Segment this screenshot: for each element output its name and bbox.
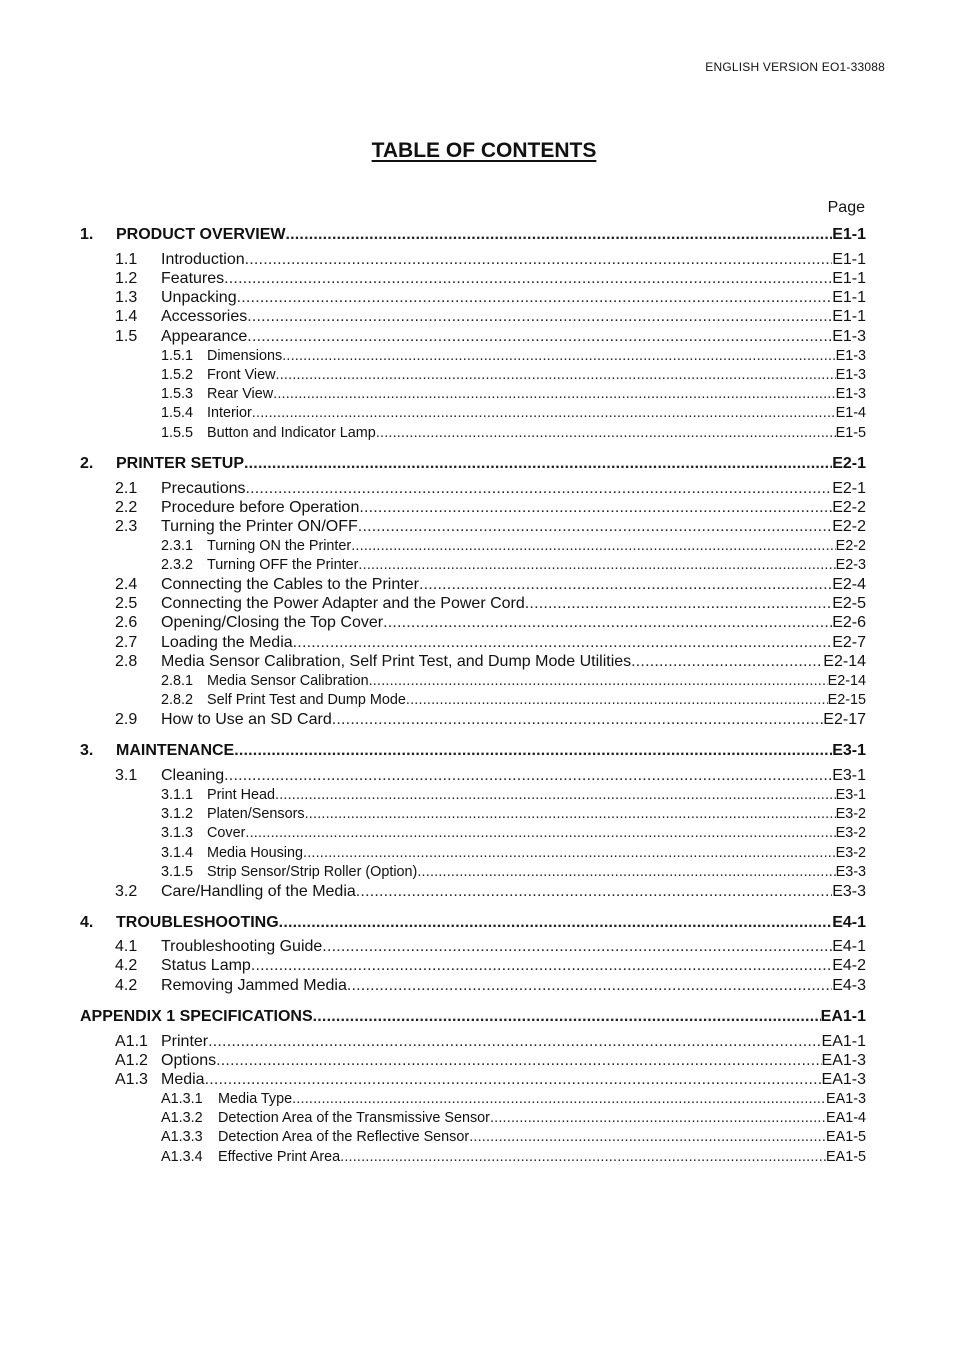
toc-entry-title: Self Print Test and Dump Mode bbox=[207, 692, 406, 708]
toc-entry-number: 1.4 bbox=[115, 308, 138, 325]
dot-leader bbox=[252, 405, 836, 421]
toc-entry-number: A1.3.3 bbox=[161, 1129, 203, 1145]
dot-leader bbox=[340, 1149, 826, 1165]
toc-entry-page: EA1-5 bbox=[826, 1149, 866, 1165]
dot-leader bbox=[322, 938, 832, 956]
toc-entry-page: E2-5 bbox=[832, 595, 866, 612]
toc-entry-page: E1-1 bbox=[832, 289, 866, 306]
toc-entry-title: Accessories bbox=[161, 308, 248, 325]
toc-entry-page: E2-6 bbox=[832, 614, 866, 631]
toc-entry-number: 2.3.2 bbox=[161, 557, 194, 573]
toc-entry[interactable] bbox=[80, 977, 866, 995]
toc-entry-page: E4-1 bbox=[832, 938, 866, 955]
dot-leader bbox=[244, 455, 832, 473]
toc-entry[interactable] bbox=[80, 673, 866, 689]
toc-entry[interactable] bbox=[80, 595, 866, 613]
toc-entry-number: 3.1.5 bbox=[161, 864, 194, 880]
dot-leader bbox=[205, 1071, 822, 1089]
toc-entry[interactable] bbox=[80, 455, 866, 473]
toc-entry[interactable] bbox=[80, 1071, 866, 1089]
toc-entry-number: 3.1.3 bbox=[161, 825, 194, 841]
toc-entry[interactable] bbox=[80, 938, 866, 956]
toc-entry-number: A1.3.4 bbox=[161, 1149, 203, 1165]
toc-entry-title: APPENDIX 1 SPECIFICATIONS bbox=[80, 1008, 313, 1025]
dot-leader bbox=[279, 914, 833, 932]
dot-leader bbox=[276, 367, 836, 383]
toc-entry-title: Status Lamp bbox=[161, 957, 251, 974]
dot-leader bbox=[369, 673, 828, 689]
toc-entry-page: EA1-5 bbox=[826, 1129, 866, 1145]
toc-entry-page: E1-1 bbox=[832, 251, 866, 268]
toc-entry-number: 4.2 bbox=[115, 977, 138, 994]
toc-entry-page: E3-2 bbox=[835, 806, 866, 822]
toc-entry[interactable] bbox=[80, 1149, 866, 1165]
toc-entry[interactable] bbox=[80, 405, 866, 421]
toc-entry-number: 2.7 bbox=[115, 634, 138, 651]
toc-entry-page: E2-1 bbox=[832, 480, 866, 497]
toc-entry[interactable] bbox=[80, 270, 866, 288]
toc-entry-page: E3-2 bbox=[835, 845, 866, 861]
toc-entry-title: Media Sensor Calibration bbox=[207, 673, 369, 689]
toc-entry-page: EA1-1 bbox=[820, 1008, 866, 1025]
dot-leader bbox=[525, 595, 832, 613]
toc-entry-page: E2-14 bbox=[827, 673, 866, 689]
toc-entry-page: E4-3 bbox=[832, 977, 866, 994]
dot-leader bbox=[251, 957, 832, 975]
toc-entry-number: 2.3 bbox=[115, 518, 138, 535]
toc-entry[interactable] bbox=[80, 634, 866, 652]
toc-entry-title: Strip Sensor/Strip Roller (Option) bbox=[207, 864, 418, 880]
toc-entry[interactable] bbox=[80, 957, 866, 975]
dot-leader bbox=[224, 767, 832, 785]
toc-entry-title: Loading the Media bbox=[161, 634, 293, 651]
toc-entry-page: E1-1 bbox=[832, 270, 866, 287]
toc-entry-number: A1.1 bbox=[115, 1033, 148, 1050]
toc-entry[interactable] bbox=[80, 883, 866, 901]
toc-entry-title: Opening/Closing the Top Cover bbox=[161, 614, 384, 631]
toc-entry-number: 1.5.3 bbox=[161, 386, 194, 402]
toc-entry[interactable] bbox=[80, 914, 866, 932]
toc-entry-number: 2.2 bbox=[115, 499, 138, 516]
toc-entry-page: E2-2 bbox=[835, 538, 866, 554]
toc-entry-page: E2-1 bbox=[832, 455, 866, 472]
dot-leader bbox=[419, 576, 832, 594]
toc-entry-number: 3.1 bbox=[115, 767, 138, 784]
dot-leader bbox=[292, 1091, 826, 1107]
dot-leader bbox=[417, 864, 835, 880]
toc-entry-number: 2.9 bbox=[115, 711, 138, 728]
toc-entry[interactable] bbox=[80, 692, 866, 708]
toc-entry-title: Unpacking bbox=[161, 289, 237, 306]
toc-entry-title: Print Head bbox=[207, 787, 275, 803]
toc-entry-number: A1.3.1 bbox=[161, 1091, 203, 1107]
toc-entry-title: Media Type bbox=[218, 1091, 293, 1107]
toc-entry-page: E2-17 bbox=[823, 711, 866, 728]
toc-entry-page: E1-3 bbox=[835, 348, 866, 364]
toc-entry-title: Connecting the Power Adapter and the Power Cord bbox=[161, 595, 525, 612]
toc-entry-title: Dimensions bbox=[207, 348, 283, 364]
toc-entry[interactable] bbox=[80, 576, 866, 594]
toc-entry-page: E1-4 bbox=[835, 405, 866, 421]
toc-entry[interactable] bbox=[80, 1033, 866, 1051]
toc-entry[interactable] bbox=[80, 787, 866, 803]
toc-entry-title: Cleaning bbox=[161, 767, 225, 784]
toc-entry-number: 2.1 bbox=[115, 480, 138, 497]
dot-leader bbox=[332, 711, 824, 729]
dot-leader bbox=[469, 1129, 826, 1145]
toc-entry-title: Turning the Printer ON/OFF bbox=[161, 518, 358, 535]
dot-leader bbox=[383, 614, 832, 632]
toc-entry-title: Turning OFF the Printer bbox=[207, 557, 359, 573]
toc-entry[interactable] bbox=[80, 806, 866, 822]
toc-entry-page: EA1-3 bbox=[826, 1091, 866, 1107]
toc-entry-page: E3-1 bbox=[835, 787, 866, 803]
page-title: TABLE OF CONTENTS bbox=[371, 139, 597, 162]
dot-leader bbox=[245, 825, 835, 841]
toc-entry-page: EA1-1 bbox=[821, 1033, 866, 1050]
dot-leader bbox=[273, 386, 835, 402]
toc-entry[interactable] bbox=[80, 289, 866, 307]
toc-entry-title: Interior bbox=[207, 405, 252, 421]
toc-entry-page: E2-14 bbox=[823, 653, 866, 670]
toc-entry[interactable] bbox=[80, 328, 866, 346]
toc-entry-page: E3-3 bbox=[835, 864, 866, 880]
dot-leader bbox=[246, 480, 833, 498]
toc-entry-title: How to Use an SD Card bbox=[161, 711, 332, 728]
toc-entry-number: 4. bbox=[80, 914, 94, 931]
toc-entry-number: 1.5 bbox=[115, 328, 138, 345]
dot-leader bbox=[303, 845, 836, 861]
toc-entry-title: Rear View bbox=[207, 386, 274, 402]
toc-entry-number: 2.8.1 bbox=[161, 673, 194, 689]
toc-entry-number: 3.1.1 bbox=[161, 787, 194, 803]
dot-leader bbox=[359, 499, 832, 517]
toc-entry[interactable] bbox=[80, 845, 866, 861]
toc-entry-title: Removing Jammed Media bbox=[161, 977, 347, 994]
dot-leader bbox=[282, 348, 835, 364]
toc-entry-page: E2-2 bbox=[832, 499, 866, 516]
toc-entry-number: 1.2 bbox=[115, 270, 138, 287]
toc-entry-number: A1.3.2 bbox=[161, 1110, 203, 1126]
toc-entry-title: Printer bbox=[161, 1033, 209, 1050]
dot-leader bbox=[313, 1008, 821, 1026]
toc-entry-page: E2-7 bbox=[832, 634, 866, 651]
toc-entry[interactable] bbox=[80, 226, 866, 244]
toc-entry-page: E3-3 bbox=[832, 883, 866, 900]
toc-entry-page: E2-2 bbox=[832, 518, 866, 535]
toc-entry-title: Detection Area of the Transmissive Sensor bbox=[218, 1110, 490, 1126]
toc-entry-number: 2.6 bbox=[115, 614, 138, 631]
toc-entry[interactable] bbox=[80, 825, 866, 841]
toc-entry[interactable] bbox=[80, 538, 866, 554]
toc-entry-title: Connecting the Cables to the Printer bbox=[161, 576, 419, 593]
toc-entry-number: 3.1.2 bbox=[161, 806, 194, 822]
toc-entry-page: E1-3 bbox=[832, 328, 866, 345]
toc-entry[interactable] bbox=[80, 742, 866, 760]
toc-entry-title: Cover bbox=[207, 825, 246, 841]
toc-entry-page: E3-2 bbox=[835, 825, 866, 841]
toc-entry[interactable] bbox=[80, 499, 866, 517]
toc-entry-number: 1.1 bbox=[115, 251, 138, 268]
toc-entry-title: TROUBLESHOOTING bbox=[116, 914, 279, 931]
toc-entry-page: E1-1 bbox=[832, 226, 866, 243]
toc-entry-title: Front View bbox=[207, 367, 276, 383]
toc-entry-number: 3. bbox=[80, 742, 94, 759]
toc-entry-number: 4.2 bbox=[115, 957, 138, 974]
toc-entry[interactable] bbox=[80, 1129, 866, 1145]
toc-entry-page: E1-3 bbox=[835, 386, 866, 402]
toc-entry[interactable] bbox=[80, 614, 866, 632]
toc-entry[interactable] bbox=[80, 367, 866, 383]
toc-entry-page: E1-1 bbox=[832, 308, 866, 325]
toc-entry-title: Options bbox=[161, 1052, 217, 1069]
dot-leader bbox=[356, 883, 832, 901]
document-version: ENGLISH VERSION EO1-33088 bbox=[705, 60, 885, 74]
dot-leader bbox=[293, 634, 833, 652]
toc-entry-number: 2. bbox=[80, 455, 94, 472]
toc-entry[interactable] bbox=[80, 425, 866, 441]
dot-leader bbox=[631, 653, 823, 671]
toc-entry-page: E4-1 bbox=[832, 914, 866, 931]
toc-entry-title: Platen/Sensors bbox=[207, 806, 305, 822]
dot-leader bbox=[406, 692, 828, 708]
toc-entry-title: PRINTER SETUP bbox=[116, 455, 245, 472]
toc-entry-page: E1-5 bbox=[835, 425, 866, 441]
toc-entry-title: MAINTENANCE bbox=[116, 742, 235, 759]
dot-leader bbox=[224, 270, 832, 288]
toc-entry[interactable] bbox=[80, 1091, 866, 1107]
toc-entry-title: Troubleshooting Guide bbox=[161, 938, 323, 955]
toc-entry-title: Detection Area of the Reflective Sensor bbox=[218, 1129, 470, 1145]
toc-entry-number: 2.5 bbox=[115, 595, 138, 612]
toc-entry-number: 1.5.4 bbox=[161, 405, 194, 421]
toc-entry-page: E2-15 bbox=[827, 692, 866, 708]
dot-leader bbox=[351, 538, 835, 554]
toc-entry-title: Appearance bbox=[161, 328, 248, 345]
toc-entry-page: E4-2 bbox=[832, 957, 866, 974]
toc-entry[interactable] bbox=[80, 767, 866, 785]
dot-leader bbox=[286, 226, 833, 244]
toc-entry-number: 1.5.1 bbox=[161, 348, 194, 364]
toc-entry-title: Features bbox=[161, 270, 225, 287]
dot-leader bbox=[347, 977, 832, 995]
dot-leader bbox=[247, 328, 832, 346]
toc-entry-number: 4.1 bbox=[115, 938, 138, 955]
toc-entry-number: A1.3 bbox=[115, 1071, 148, 1088]
toc-entry-number: A1.2 bbox=[115, 1052, 148, 1069]
toc-entry-number: 3.2 bbox=[115, 883, 138, 900]
dot-leader bbox=[245, 251, 833, 269]
toc-entry-page: E3-1 bbox=[832, 767, 866, 784]
toc-entry-page: E2-4 bbox=[832, 576, 866, 593]
dot-leader bbox=[237, 289, 833, 307]
toc-entry-number: 2.3.1 bbox=[161, 538, 194, 554]
toc-entry-title: Button and Indicator Lamp bbox=[207, 425, 376, 441]
toc-entry-page: EA1-3 bbox=[821, 1052, 866, 1069]
dot-leader bbox=[305, 806, 836, 822]
toc-entry-number: 1. bbox=[80, 226, 94, 243]
toc-entry[interactable] bbox=[80, 1052, 866, 1070]
toc-entry-page: EA1-4 bbox=[826, 1110, 866, 1126]
toc-entry-title: PRODUCT OVERVIEW bbox=[116, 226, 286, 243]
toc-entry[interactable] bbox=[80, 518, 866, 536]
toc-entry[interactable] bbox=[80, 711, 866, 729]
toc-entry-title: Effective Print Area bbox=[218, 1149, 341, 1165]
toc-entry-page: E1-3 bbox=[835, 367, 866, 383]
dot-leader bbox=[358, 557, 835, 573]
page-column-label: Page bbox=[827, 199, 865, 216]
toc-entry-number: 3.1.4 bbox=[161, 845, 194, 861]
toc-entry[interactable] bbox=[80, 864, 866, 880]
dot-leader bbox=[358, 518, 832, 536]
toc-entry-number: 1.5.5 bbox=[161, 425, 194, 441]
toc-entry-title: Introduction bbox=[161, 251, 245, 268]
toc-entry-title: Care/Handling of the Media bbox=[161, 883, 356, 900]
dot-leader bbox=[275, 787, 836, 803]
toc-entry-title: Media Housing bbox=[207, 845, 303, 861]
toc-entry-number: 1.5.2 bbox=[161, 367, 194, 383]
dot-leader bbox=[490, 1110, 826, 1126]
toc-entry[interactable] bbox=[80, 308, 866, 326]
toc-entry-title: Procedure before Operation bbox=[161, 499, 360, 516]
toc-entry-page: E2-3 bbox=[835, 557, 866, 573]
toc-entry-page: EA1-3 bbox=[821, 1071, 866, 1088]
toc-entry-number: 2.8.2 bbox=[161, 692, 194, 708]
toc-entry[interactable] bbox=[80, 348, 866, 364]
toc-entry-number: 1.3 bbox=[115, 289, 138, 306]
toc-entry-page: E3-1 bbox=[832, 742, 866, 759]
toc-entry[interactable] bbox=[80, 1008, 866, 1026]
toc-entry-number: 2.4 bbox=[115, 576, 138, 593]
toc-entry-title: Precautions bbox=[161, 480, 246, 497]
toc-entry-number: 2.8 bbox=[115, 653, 138, 670]
toc-entry[interactable] bbox=[80, 480, 866, 498]
toc-entry[interactable] bbox=[80, 251, 866, 269]
dot-leader bbox=[247, 308, 832, 326]
dot-leader bbox=[216, 1052, 821, 1070]
dot-leader bbox=[208, 1033, 821, 1051]
toc-entry-title: Media Sensor Calibration, Self Print Test, and Dump Mode Utilities bbox=[161, 653, 632, 670]
dot-leader bbox=[376, 425, 836, 441]
toc-entry-title: Media bbox=[161, 1071, 205, 1088]
toc-entry-title: Turning ON the Printer bbox=[207, 538, 352, 554]
toc-entry[interactable] bbox=[80, 557, 866, 573]
toc-entry[interactable] bbox=[80, 653, 866, 671]
toc-entry[interactable] bbox=[80, 1110, 866, 1126]
toc-entry[interactable] bbox=[80, 386, 866, 402]
dot-leader bbox=[234, 742, 832, 760]
